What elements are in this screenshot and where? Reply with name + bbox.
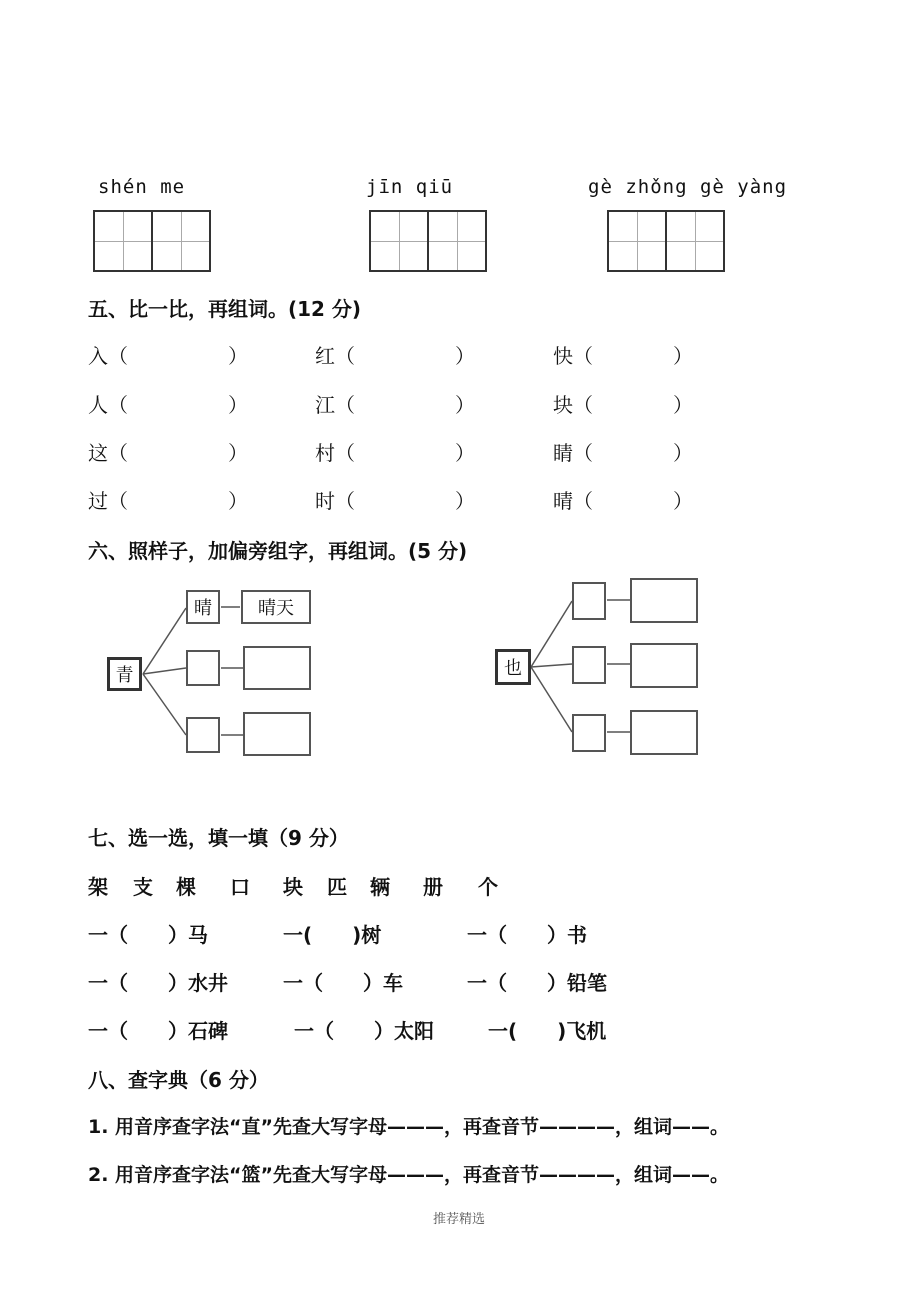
fill-item[interactable]: 一（ ）马 [88,923,208,947]
fill-item[interactable]: 一（ ）水井 [88,971,228,995]
page-footer: 推荐精选 [433,1212,486,1227]
measure-word-choice: 口 [230,875,250,899]
answer-char-box[interactable] [572,714,606,752]
compare-item[interactable]: 睛（ ） [553,441,693,465]
pinyin-shenme: shén me [98,176,186,198]
fill-item[interactable]: 一（ ）书 [467,923,587,947]
compare-item[interactable]: 人（ ） [88,393,248,417]
section7-title: 七、选一选，填一填（9 分） [88,826,349,850]
answer-char-box[interactable] [572,582,606,620]
measure-word-choice: 块 [283,875,303,899]
fill-item[interactable]: 一（ ）车 [283,971,403,995]
measure-word-choice: 册 [423,875,443,899]
example-char-box: 晴 [186,590,220,624]
dictionary-question[interactable]: 1. 用音序查字法“直”先查大写字母———，再查音节————，组词——。 [88,1116,730,1138]
answer-char-box[interactable] [186,650,220,686]
compare-item[interactable]: 过（ ） [88,489,248,513]
answer-word-box[interactable] [630,578,698,623]
root-char-box: 也 [495,649,531,685]
root-char-box: 青 [107,657,142,691]
fill-item[interactable]: 一( )树 [283,923,382,947]
fill-item[interactable]: 一（ ）石碑 [88,1019,228,1043]
answer-char-box[interactable] [572,646,606,684]
measure-word-choice: 棵 [176,875,196,899]
pinyin-gezhonggeyang: gè zhǒng gè yàng [588,176,788,198]
section6-title: 六、照样子，加偏旁组字，再组词。(5 分) [88,539,468,563]
fill-item[interactable]: 一( )飞机 [488,1019,607,1043]
answer-word-box[interactable] [243,712,311,756]
section8-title: 八、查字典（6 分） [88,1068,269,1092]
compare-item[interactable]: 入（ ） [88,344,248,368]
dictionary-question[interactable]: 2. 用音序查字法“篮”先查大写字母———，再查音节————，组词——。 [88,1164,730,1186]
measure-word-choice: 支 [133,875,153,899]
compare-item[interactable]: 江（ ） [315,393,475,417]
section5-title: 五、比一比，再组词。(12 分) [88,297,362,321]
answer-word-box[interactable] [630,710,698,755]
fill-item[interactable]: 一（ ）铅笔 [467,971,607,995]
measure-word-choice: 辆 [370,875,390,899]
compare-item[interactable]: 快（ ） [553,344,693,368]
pinyin-jinqiu: jīn qiū [366,176,454,198]
compare-item[interactable]: 块（ ） [553,393,693,417]
compare-item[interactable]: 这（ ） [88,441,248,465]
compare-item[interactable]: 晴（ ） [553,489,693,513]
fill-item[interactable]: 一（ ）太阳 [294,1019,434,1043]
measure-word-choice: 个 [478,875,498,899]
compare-item[interactable]: 红（ ） [315,344,475,368]
answer-word-box[interactable] [243,646,311,690]
answer-char-box[interactable] [186,717,220,753]
measure-word-choice: 匹 [327,875,347,899]
compare-item[interactable]: 时（ ） [315,489,475,513]
example-word-box: 晴天 [241,590,311,624]
compare-item[interactable]: 村（ ） [315,441,475,465]
answer-word-box[interactable] [630,643,698,688]
measure-word-choice: 架 [88,875,108,899]
